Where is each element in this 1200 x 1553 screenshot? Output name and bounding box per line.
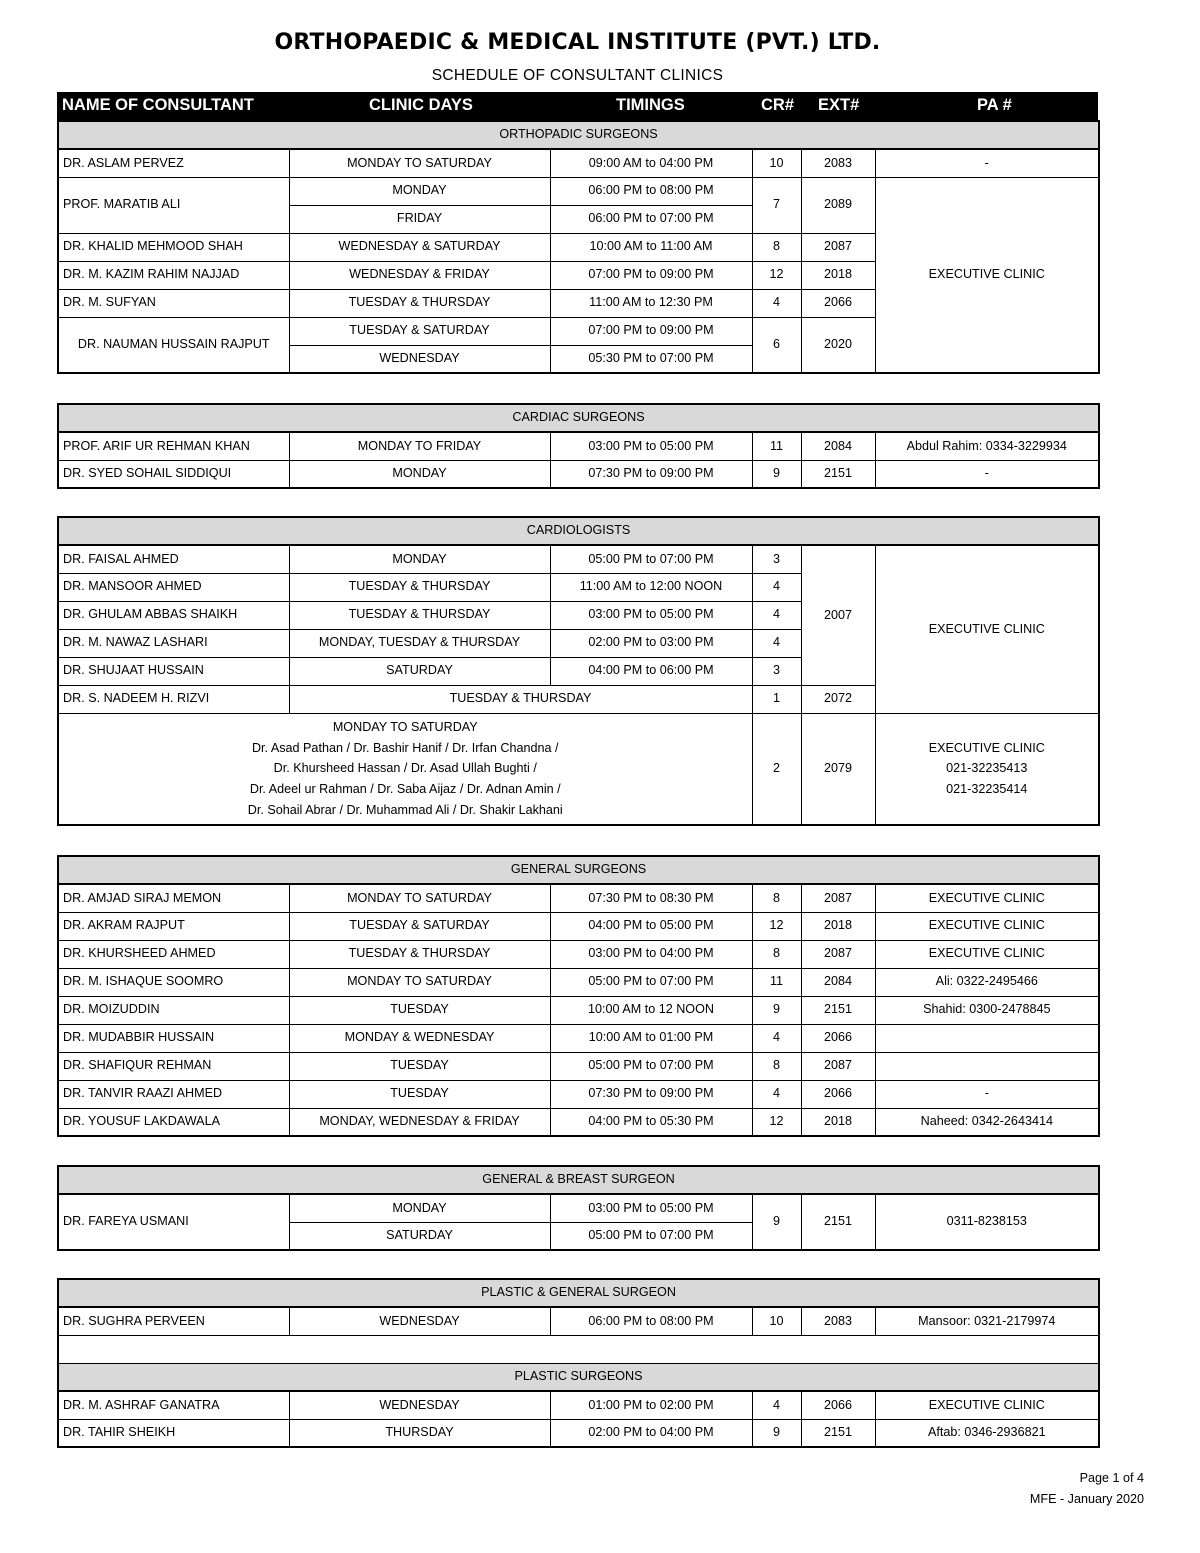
timings: 04:00 PM to 05:00 PM [550, 912, 752, 940]
table-row [58, 996, 1099, 1024]
pa-contact: Naheed: 0342-2643414 [875, 1108, 1099, 1136]
pa-phone: 021-32235413 [946, 761, 1028, 776]
cr-number: 4 [752, 1024, 801, 1052]
timings: 07:30 PM to 08:30 PM [550, 884, 752, 912]
ext-number: 2079 [801, 713, 875, 825]
clinic-days: TUESDAY [289, 1052, 550, 1080]
timings: 07:30 PM to 09:00 PM [550, 1080, 752, 1108]
ext-number: 2151 [801, 1419, 875, 1447]
pa-contact: Mansoor: 0321-2179974 [875, 1307, 1099, 1335]
timings: 10:00 AM to 01:00 PM [550, 1024, 752, 1052]
clinic-days: MONDAY [289, 177, 550, 205]
pa-contact: Aftab: 0346-2936821 [875, 1419, 1099, 1447]
table-row [58, 1419, 1099, 1447]
pa-contact: - [875, 460, 1099, 488]
table-row [58, 432, 1099, 460]
timings: 02:00 PM to 04:00 PM [550, 1419, 752, 1447]
cardio-table [57, 516, 1100, 826]
consultant-name: PROF. ARIF UR REHMAN KHAN [58, 432, 289, 460]
ext-number: 2083 [801, 149, 875, 177]
consultant-name: DR. AKRAM RAJPUT [58, 912, 289, 940]
timings: 03:00 PM to 05:00 PM [550, 1194, 752, 1222]
page-number: Page 1 of 4 [1079, 1471, 1144, 1485]
table-row [58, 1391, 1099, 1419]
cr-number: 4 [752, 573, 801, 601]
general-table [57, 855, 1100, 1137]
blank-row [58, 1335, 1099, 1363]
ext-number: 2087 [801, 1052, 875, 1080]
ext-number: 2066 [801, 1080, 875, 1108]
table-row [58, 460, 1099, 488]
cr-number: 2 [752, 713, 801, 825]
table-row [58, 1108, 1099, 1136]
section-title: ORTHOPADIC SURGEONS [58, 121, 1099, 149]
plastic-table [57, 1278, 1100, 1448]
section-title: CARDIAC SURGEONS [58, 404, 1099, 432]
clinic-days: TUESDAY & SATURDAY [289, 317, 550, 345]
group-doctors-line: Dr. Adeel ur Rahman / Dr. Saba Aijaz / Dr. Adnan Amin / [249, 782, 561, 797]
consultant-name: DR. AMJAD SIRAJ MEMON [58, 884, 289, 912]
header-timings: TIMINGS [616, 96, 685, 114]
clinic-days: TUESDAY & THURSDAY [289, 601, 550, 629]
clinic-days: WEDNESDAY [289, 1307, 550, 1335]
pa-contact: EXECUTIVE CLINIC [875, 545, 1099, 713]
timings: 10:00 AM to 11:00 AM [550, 233, 752, 261]
timings: 06:00 PM to 07:00 PM [550, 205, 752, 233]
timings: 04:00 PM to 05:30 PM [550, 1108, 752, 1136]
cr-number: 3 [752, 657, 801, 685]
clinic-days: MONDAY TO SATURDAY [289, 884, 550, 912]
pa-contact [875, 1052, 1099, 1080]
ext-number: 2007 [801, 545, 875, 685]
consultant-name: DR. M. NAWAZ LASHARI [58, 629, 289, 657]
ext-number: 2083 [801, 1307, 875, 1335]
consultant-name: DR. MANSOOR AHMED [58, 573, 289, 601]
ext-number: 2018 [801, 1108, 875, 1136]
table-row [58, 177, 1099, 205]
clinic-days: WEDNESDAY & FRIDAY [289, 261, 550, 289]
timings: 07:30 PM to 09:00 PM [550, 460, 752, 488]
clinic-days: FRIDAY [289, 205, 550, 233]
clinic-days: MONDAY TO FRIDAY [289, 432, 550, 460]
clinic-days: MONDAY TO SATURDAY [289, 968, 550, 996]
pa-contact: - [875, 149, 1099, 177]
consultant-name: DR. FAREYA USMANI [58, 1194, 289, 1250]
ext-number: 2151 [801, 460, 875, 488]
group-doctors-line: Dr. Sohail Abrar / Dr. Muhammad Ali / Dr. Shakir Lakhani [247, 802, 563, 817]
consultant-name: DR. KHURSHEED AHMED [58, 940, 289, 968]
pa-contact: EXECUTIVE CLINIC [875, 940, 1099, 968]
timings: 05:30 PM to 07:00 PM [550, 345, 752, 373]
table-row [58, 1080, 1099, 1108]
timings: 05:00 PM to 07:00 PM [550, 968, 752, 996]
timings: 06:00 PM to 08:00 PM [550, 177, 752, 205]
group-doctors-line: Dr. Asad Pathan / Dr. Bashir Hanif / Dr. Irfan Chandna / [251, 740, 559, 755]
clinic-days: MONDAY [289, 545, 550, 573]
clinic-days: TUESDAY & THURSDAY [289, 940, 550, 968]
ext-number: 2072 [801, 685, 875, 713]
cr-number: 10 [752, 149, 801, 177]
consultant-name: DR. MOIZUDDIN [58, 996, 289, 1024]
clinic-days: WEDNESDAY [289, 345, 550, 373]
pa-contact: Shahid: 0300-2478845 [875, 996, 1099, 1024]
timings: 10:00 AM to 12 NOON [550, 996, 752, 1024]
clinic-days: THURSDAY [289, 1419, 550, 1447]
consultant-name: DR. KHALID MEHMOOD SHAH [58, 233, 289, 261]
ext-number: 2066 [801, 1024, 875, 1052]
cardiac-table [57, 403, 1100, 489]
ext-number: 2151 [801, 1194, 875, 1250]
cr-number: 8 [752, 940, 801, 968]
group-doctors-line: Dr. Khursheed Hassan / Dr. Asad Ullah Bughti / [273, 761, 537, 776]
ext-number: 2066 [801, 1391, 875, 1419]
cr-number: 12 [752, 912, 801, 940]
cr-number: 4 [752, 289, 801, 317]
section-title: CARDIOLOGISTS [58, 517, 1099, 545]
timings: 07:00 PM to 09:00 PM [550, 261, 752, 289]
clinic-days: TUESDAY & THURSDAY [289, 289, 550, 317]
table-row [58, 1307, 1099, 1335]
consultant-name: DR. NAUMAN HUSSAIN RAJPUT [58, 317, 289, 373]
cr-number: 4 [752, 601, 801, 629]
timings: 05:00 PM to 07:00 PM [550, 1052, 752, 1080]
section-title: GENERAL & BREAST SURGEON [58, 1166, 1099, 1194]
ext-number: 2089 [801, 177, 875, 233]
section-title: PLASTIC & GENERAL SURGEON [58, 1279, 1099, 1307]
pa-contact: Abdul Rahim: 0334-3229934 [875, 432, 1099, 460]
consultant-name: DR. SYED SOHAIL SIDDIQUI [58, 460, 289, 488]
breast-table [57, 1165, 1100, 1251]
timings: 03:00 PM to 05:00 PM [550, 601, 752, 629]
table-row [58, 884, 1099, 912]
cr-number: 6 [752, 317, 801, 373]
consultant-name: DR. M. KAZIM RAHIM NAJJAD [58, 261, 289, 289]
timings: 09:00 AM to 04:00 PM [550, 149, 752, 177]
consultant-name: DR. FAISAL AHMED [58, 545, 289, 573]
table-row [58, 912, 1099, 940]
ext-number: 2066 [801, 289, 875, 317]
pa-contact: - [875, 1080, 1099, 1108]
cr-number: 4 [752, 1391, 801, 1419]
clinic-days: TUESDAY [289, 1080, 550, 1108]
ext-number: 2087 [801, 233, 875, 261]
document-title: ORTHOPAEDIC & MEDICAL INSTITUTE (PVT.) LTD. [274, 30, 881, 55]
table-row [58, 1052, 1099, 1080]
consultant-name: DR. M. SUFYAN [58, 289, 289, 317]
ext-number: 2084 [801, 432, 875, 460]
pa-contact: EXECUTIVE CLINIC [875, 1391, 1099, 1419]
edition-label: MFE - January 2020 [1029, 1492, 1144, 1506]
clinic-days-timings: TUESDAY & THURSDAY [289, 685, 752, 713]
cr-number: 7 [752, 177, 801, 233]
cr-number: 11 [752, 432, 801, 460]
ext-number: 2087 [801, 884, 875, 912]
group-consultants [58, 713, 752, 825]
ext-number: 2087 [801, 940, 875, 968]
header-cr: CR# [761, 96, 795, 114]
cr-number: 4 [752, 629, 801, 657]
pa-phone: 021-32235414 [946, 782, 1028, 797]
clinic-days: MONDAY [289, 460, 550, 488]
ext-number: 2020 [801, 317, 875, 373]
section-title: GENERAL SURGEONS [58, 856, 1099, 884]
table-row [58, 968, 1099, 996]
ext-number: 2084 [801, 968, 875, 996]
clinic-days: SATURDAY [289, 657, 550, 685]
cr-number: 12 [752, 1108, 801, 1136]
cr-number: 4 [752, 1080, 801, 1108]
consultant-name: PROF. MARATIB ALI [58, 177, 289, 233]
timings: 02:00 PM to 03:00 PM [550, 629, 752, 657]
consultant-name: DR. TANVIR RAAZI AHMED [58, 1080, 289, 1108]
table-row [58, 1024, 1099, 1052]
timings: 01:00 PM to 02:00 PM [550, 1391, 752, 1419]
cr-number: 11 [752, 968, 801, 996]
pa-contact: EXECUTIVE CLINIC [875, 912, 1099, 940]
ext-number: 2018 [801, 261, 875, 289]
table-row [58, 1194, 1099, 1222]
ext-number: 2018 [801, 912, 875, 940]
consultant-name: DR. SHAFIQUR REHMAN [58, 1052, 289, 1080]
cr-number: 10 [752, 1307, 801, 1335]
timings: 03:00 PM to 05:00 PM [550, 432, 752, 460]
consultant-name: DR. S. NADEEM H. RIZVI [58, 685, 289, 713]
consultant-name: DR. M. ASHRAF GANATRA [58, 1391, 289, 1419]
clinic-days: MONDAY, WEDNESDAY & FRIDAY [289, 1108, 550, 1136]
consultant-name: DR. SHUJAAT HUSSAIN [58, 657, 289, 685]
clinic-days: TUESDAY [289, 996, 550, 1024]
header-name: NAME OF CONSULTANT [62, 96, 254, 114]
table-header [57, 92, 1098, 120]
ortho-table [57, 120, 1100, 374]
cr-number: 9 [752, 1194, 801, 1250]
timings: 04:00 PM to 06:00 PM [550, 657, 752, 685]
timings: 03:00 PM to 04:00 PM [550, 940, 752, 968]
table-row [58, 713, 1099, 825]
ext-number: 2151 [801, 996, 875, 1024]
clinic-days: SATURDAY [289, 1222, 550, 1250]
clinic-days: WEDNESDAY [289, 1391, 550, 1419]
cr-number: 8 [752, 233, 801, 261]
timings: 05:00 PM to 07:00 PM [550, 1222, 752, 1250]
cr-number: 9 [752, 1419, 801, 1447]
pa-contact [875, 1024, 1099, 1052]
clinic-days: TUESDAY & SATURDAY [289, 912, 550, 940]
pa-contact: EXECUTIVE CLINIC [875, 884, 1099, 912]
timings: 06:00 PM to 08:00 PM [550, 1307, 752, 1335]
consultant-name: DR. M. ISHAQUE SOOMRO [58, 968, 289, 996]
cr-number: 9 [752, 460, 801, 488]
pa-contact [875, 713, 1099, 825]
table-row [58, 940, 1099, 968]
clinic-days: MONDAY [289, 1194, 550, 1222]
timings: 05:00 PM to 07:00 PM [550, 545, 752, 573]
clinic-days: WEDNESDAY & SATURDAY [289, 233, 550, 261]
timings: 07:00 PM to 09:00 PM [550, 317, 752, 345]
consultant-name: DR. YOUSUF LAKDAWALA [58, 1108, 289, 1136]
consultant-name: DR. MUDABBIR HUSSAIN [58, 1024, 289, 1052]
clinic-days: TUESDAY & THURSDAY [289, 573, 550, 601]
header-ext: EXT# [818, 96, 860, 114]
consultant-name: DR. ASLAM PERVEZ [58, 149, 289, 177]
cr-number: 9 [752, 996, 801, 1024]
pa-contact: Ali: 0322-2495466 [875, 968, 1099, 996]
table-row [58, 545, 1099, 573]
header-days: CLINIC DAYS [369, 96, 473, 114]
timings: 11:00 AM to 12:30 PM [550, 289, 752, 317]
header-pa: PA # [977, 96, 1012, 114]
clinic-days: MONDAY, TUESDAY & THURSDAY [289, 629, 550, 657]
cr-number: 8 [752, 884, 801, 912]
section-title: PLASTIC SURGEONS [58, 1363, 1099, 1391]
group-days: MONDAY TO SATURDAY [332, 719, 478, 734]
pa-line: EXECUTIVE CLINIC [928, 740, 1045, 755]
timings: 11:00 AM to 12:00 NOON [550, 573, 752, 601]
cr-number: 3 [752, 545, 801, 573]
table-row [58, 149, 1099, 177]
cr-number: 1 [752, 685, 801, 713]
document-subtitle: SCHEDULE OF CONSULTANT CLINICS [431, 67, 724, 84]
pa-contact: EXECUTIVE CLINIC [875, 177, 1099, 373]
consultant-name: DR. SUGHRA PERVEEN [58, 1307, 289, 1335]
consultant-name: DR. TAHIR SHEIKH [58, 1419, 289, 1447]
cr-number: 8 [752, 1052, 801, 1080]
pa-contact: 0311-8238153 [875, 1194, 1099, 1250]
clinic-days: MONDAY & WEDNESDAY [289, 1024, 550, 1052]
clinic-days: MONDAY TO SATURDAY [289, 149, 550, 177]
cr-number: 12 [752, 261, 801, 289]
consultant-name: DR. GHULAM ABBAS SHAIKH [58, 601, 289, 629]
